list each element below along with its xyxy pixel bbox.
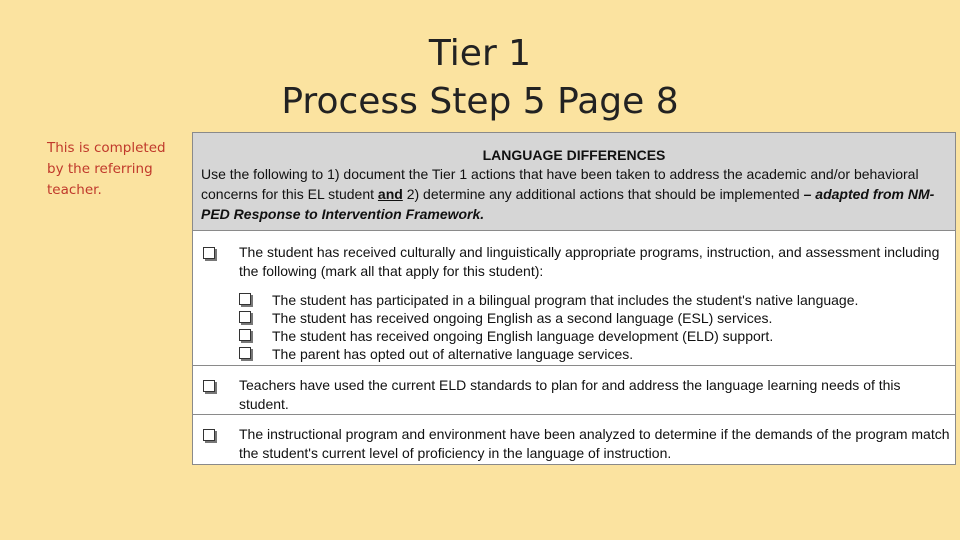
- language-differences-form: [192, 132, 956, 465]
- sub-item-text: The student has received ongoing English as a second language (ESL) services.: [272, 310, 773, 326]
- slide-title-line-2: Process Step 5 Page 8: [281, 81, 679, 122]
- form-heading: LANGUAGE DIFFERENCES: [482, 147, 666, 163]
- checkbox-eld-standards[interactable]: [203, 380, 215, 392]
- form-intro-and: and: [377, 186, 403, 202]
- sub-checklist: [239, 291, 951, 363]
- form-item-text: The student has received culturally and linguistically appropriate programs, instruction, and assessment including the following (mark all that apply for this student):: [239, 244, 940, 279]
- form-intro-part-2: 2) determine any additional actions that should be implemented: [402, 186, 804, 202]
- checkbox-esl-services[interactable]: [239, 311, 251, 323]
- slide-title-line-1: Tier 1: [428, 33, 532, 74]
- checkbox-instructional-program[interactable]: [203, 429, 215, 441]
- form-intro: [201, 164, 951, 224]
- form-intro-source: – adapted from NM-PED Response to Intervention Framework.: [201, 186, 935, 222]
- sub-item-parent-opted-out: [239, 345, 951, 363]
- side-note: This is completed by the referring teacher.: [47, 140, 166, 198]
- form-item-text: The instructional program and environment have been analyzed to determine if the demands of the program match the student's current level of proficiency in the language of instruction.: [239, 426, 950, 461]
- checkbox-parent-opted-out[interactable]: [239, 347, 251, 359]
- form-item-eld-standards: [193, 366, 955, 415]
- form-item-text: Teachers have used the current ELD standards to plan for and address the language learning needs of this student.: [239, 377, 901, 412]
- sub-item-eld-support: [239, 327, 951, 345]
- checkbox-culturally-appropriate[interactable]: [203, 247, 215, 259]
- checkbox-bilingual-program[interactable]: [239, 293, 251, 305]
- sub-item-bilingual-program: [239, 291, 951, 309]
- form-item-culturally-appropriate: [193, 231, 955, 366]
- sub-item-text: The student has participated in a bilingual program that includes the student's native language.: [272, 292, 859, 308]
- form-intro-part-1: Use the following to 1) document the Tier 1 actions that have been taken to address the academic and/or behavioral concerns for this EL student: [201, 166, 919, 202]
- checkbox-eld-support[interactable]: [239, 329, 251, 341]
- sub-item-esl-services: [239, 309, 951, 327]
- sub-item-text: The student has received ongoing English language development (ELD) support.: [272, 328, 774, 344]
- slide-title: [0, 30, 960, 126]
- form-header: [193, 133, 955, 231]
- sub-item-text: The parent has opted out of alternative language services.: [272, 346, 634, 362]
- form-item-instructional-program: [193, 415, 955, 465]
